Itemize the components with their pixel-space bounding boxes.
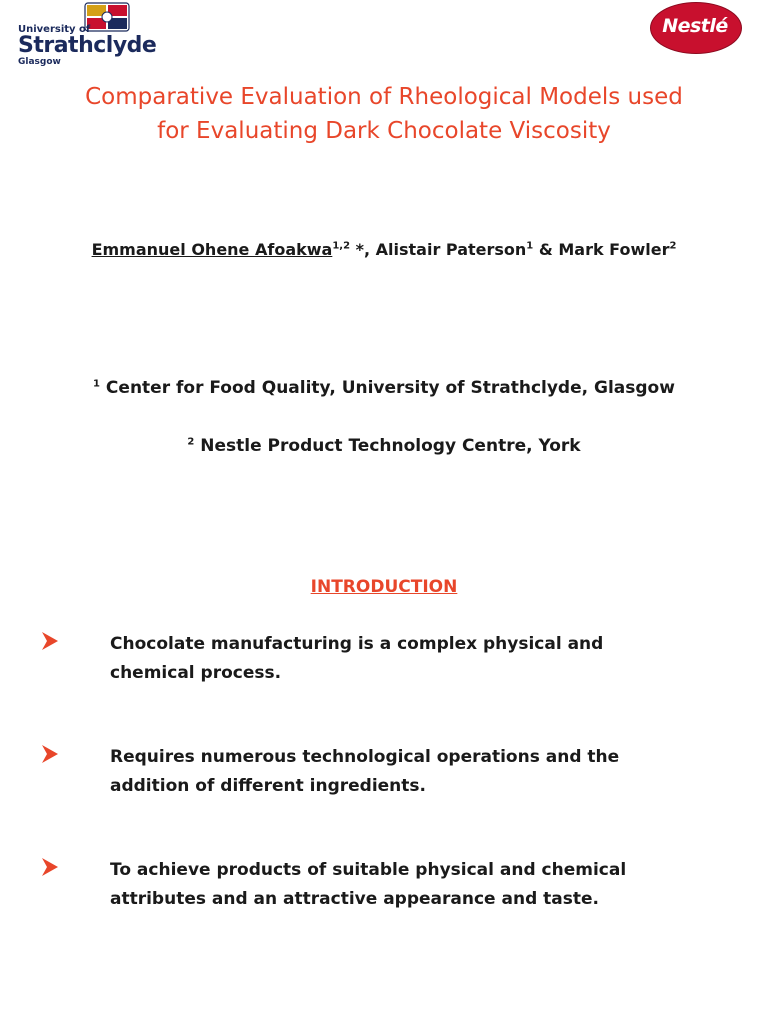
bullet-line: To achieve products of suitable physical and chemical xyxy=(110,860,627,880)
section-heading: INTRODUCTION xyxy=(310,577,458,597)
bullet-text xyxy=(110,856,720,914)
nestle-wordmark: Nestlé xyxy=(662,15,728,37)
page-title xyxy=(20,80,748,148)
affiliation-2-text: Nestle Product Technology Centre, York xyxy=(194,436,581,456)
corresponding-mark: * xyxy=(350,240,364,259)
bullet-line: Requires numerous technological operations and the xyxy=(110,747,620,767)
title-line-1: Comparative Evaluation of Rheological Models used xyxy=(85,84,683,110)
lead-author-sup: 1,2 xyxy=(332,240,351,252)
second-author: , Alistair Paterson xyxy=(363,240,527,259)
crest-icon xyxy=(84,2,130,32)
title-line-2: for Evaluating Dark Chocolate Viscosity xyxy=(157,118,611,144)
affiliation-1 xyxy=(20,378,748,398)
nestle-logo xyxy=(650,2,742,54)
strathclyde-logo xyxy=(18,2,157,68)
bullet-text xyxy=(110,743,720,801)
logo-glasgow: Glasgow xyxy=(18,57,61,67)
logo-university-of: University of xyxy=(18,24,91,35)
logo-strathclyde: Strathclyde xyxy=(18,33,157,58)
bullet-line: attributes and an attractive appearance and taste. xyxy=(110,889,599,909)
affiliation-1-sup: 1 xyxy=(93,378,101,390)
lead-author: Emmanuel Ohene Afoakwa xyxy=(91,240,333,259)
affiliation-2 xyxy=(20,436,748,456)
arrow-bullet-icon xyxy=(40,630,60,652)
bullet-line: Chocolate manufacturing is a complex physical and xyxy=(110,634,604,654)
second-author-sup: 1 xyxy=(526,240,534,252)
affiliation-1-text: Center for Food Quality, University of Strathclyde, Glasgow xyxy=(100,378,675,398)
arrow-bullet-icon xyxy=(40,743,60,765)
affiliation-2-sup: 2 xyxy=(187,436,195,448)
bullet-line: addition of different ingredients. xyxy=(110,776,426,796)
bullet-text xyxy=(110,630,720,688)
arrow-bullet-icon xyxy=(40,856,60,878)
third-author-sup: 2 xyxy=(669,240,677,252)
third-author: & Mark Fowler xyxy=(533,240,670,259)
authors-line xyxy=(20,240,748,259)
bullet-line: chemical process. xyxy=(110,663,282,683)
